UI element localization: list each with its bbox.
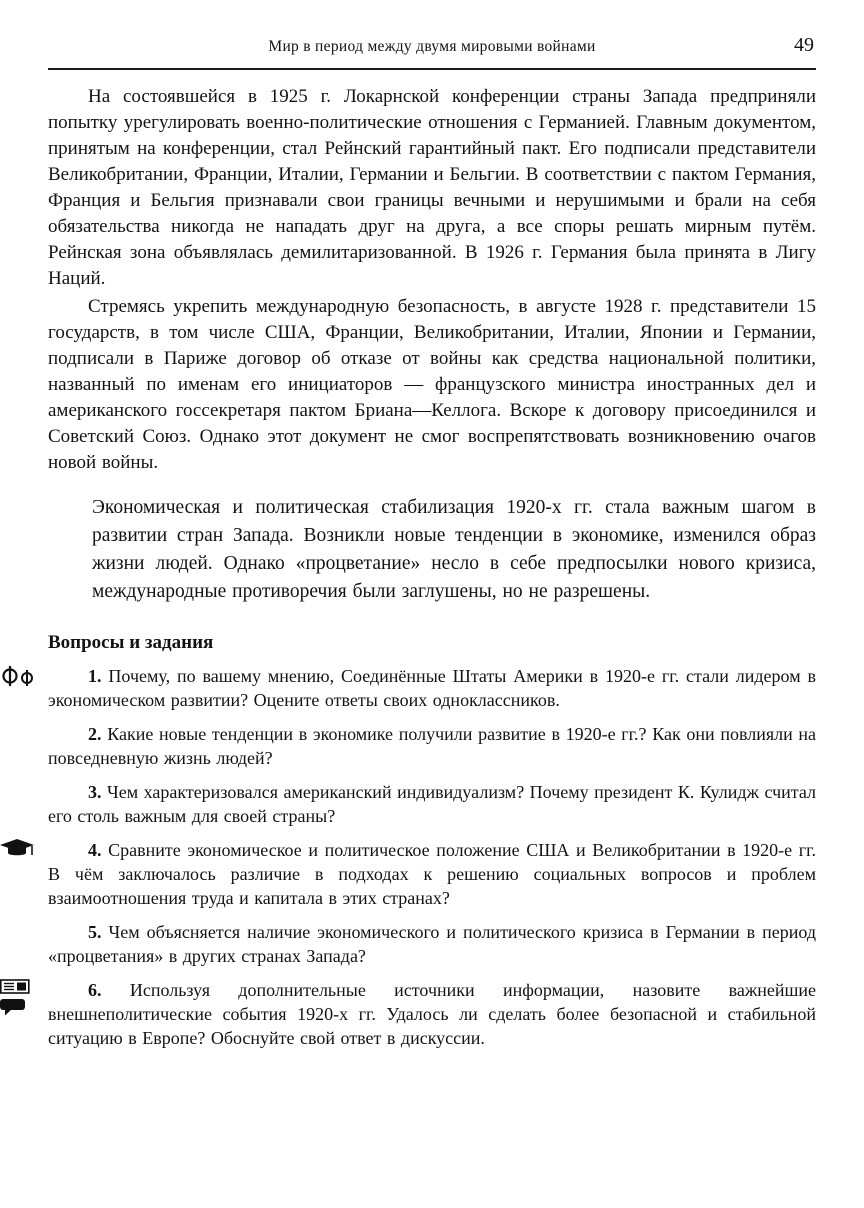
sources-icon [0, 979, 30, 994]
questions-heading: Вопросы и задания [48, 632, 214, 653]
question-number: 5. [88, 922, 102, 942]
question-item [48, 838, 816, 910]
question-text: Используя дополнительные источники информации, назовите важнейшие внешнеполитические события 1920-х гг. Удалось ли сделать более безопасной и стабильной ситуацию в Европе? Обоснуйте свой ответ в дискуссии. [48, 980, 816, 1048]
page-number: 49 [794, 34, 814, 56]
question-number: 2. [88, 724, 102, 744]
question-number: 3. [88, 782, 102, 802]
body-paragraph: Стремясь укрепить международную безопасность, в августе 1928 г. представители 15 государств, в том числе США, Франции, Великобритании, Италии, Японии и Германии, подписали в Париже договор об отказе от войны как средства национальной политики, названный по именам его инициаторов — французского министра иностранных дел и американского госсекретаря пактом Бриана—Келлога. Вскоре к договору присоединился и Советский Союз. Однако этот документ не смог воспрепятствовать возникновению очагов новой войны. [48, 296, 816, 473]
question-number: 6. [88, 980, 102, 1000]
question-item [48, 780, 816, 828]
summary-block: Экономическая и политическая стабилизация 1920-х гг. стала важным шагом в развитии стран Запада. Возникли новые тенденции в экономике, изменился образ жизни людей. Однако «процветание» несло в себе предпосылки нового кризиса, международные противоречия были заглушены, но не разрешены. [92, 497, 816, 602]
question-text: Чем объясняется наличие экономического и политического кризиса в Германии в период «процветания» в других странах Запада? [48, 922, 817, 966]
question-text: Почему, по вашему мнению, Соединённые Штаты Америки в 1920-е гг. стали лидером в экономическом развитии? Оцените ответы своих одноклассников. [48, 666, 816, 710]
question-text: Сравните экономическое и политическое положение США и Великобритании в 1920-е гг. В чём заключалось различие в подходах к решению социальных вопросов и проблем взаимоотношения труда и капитала в этих странах? [48, 840, 817, 908]
question-text: Чем характеризовался американский индивидуализм? Почему президент К. Кулидж считал его столь важным для своей страны? [48, 782, 816, 826]
peer-discussion-icon [0, 665, 40, 687]
question-number: 1. [88, 666, 102, 686]
question-number: 4. [88, 840, 102, 860]
question-text: Какие новые тенденции в экономике получили развитие в 1920-е гг.? Как они повлияли на повседневную жизнь людей? [48, 724, 817, 768]
sources-discussion-icon [0, 979, 40, 1016]
body-paragraph: На состоявшейся в 1925 г. Локарнской конференции страны Запада предприняли попытку урегулировать военно-политические отношения с Германией. Главным документом, принятым на конференции, стал Рейнский гарантийный пакт. Его подписали представители Великобритании, Франции, Италии, Германии и Бельгии. В соответствии с пактом Германия, Франция и Бельгия признавали свои границы вечными и нерушимыми и брали на себя обязательства никогда не нападать друг на друга, а все споры решать мирным путём. Рейнская зона объявлялась демилитаризованной. В 1926 г. Германия была принята в Лигу Наций. [48, 86, 816, 289]
chapter-title: Мир в период между двумя мировыми войнами [268, 38, 596, 55]
question-item [48, 722, 816, 770]
running-head [48, 34, 816, 70]
question-item [48, 920, 816, 968]
question-item [48, 978, 816, 1050]
speech-bubble-icon [0, 999, 26, 1016]
graduation-cap-icon [0, 839, 40, 859]
question-item [48, 664, 816, 712]
